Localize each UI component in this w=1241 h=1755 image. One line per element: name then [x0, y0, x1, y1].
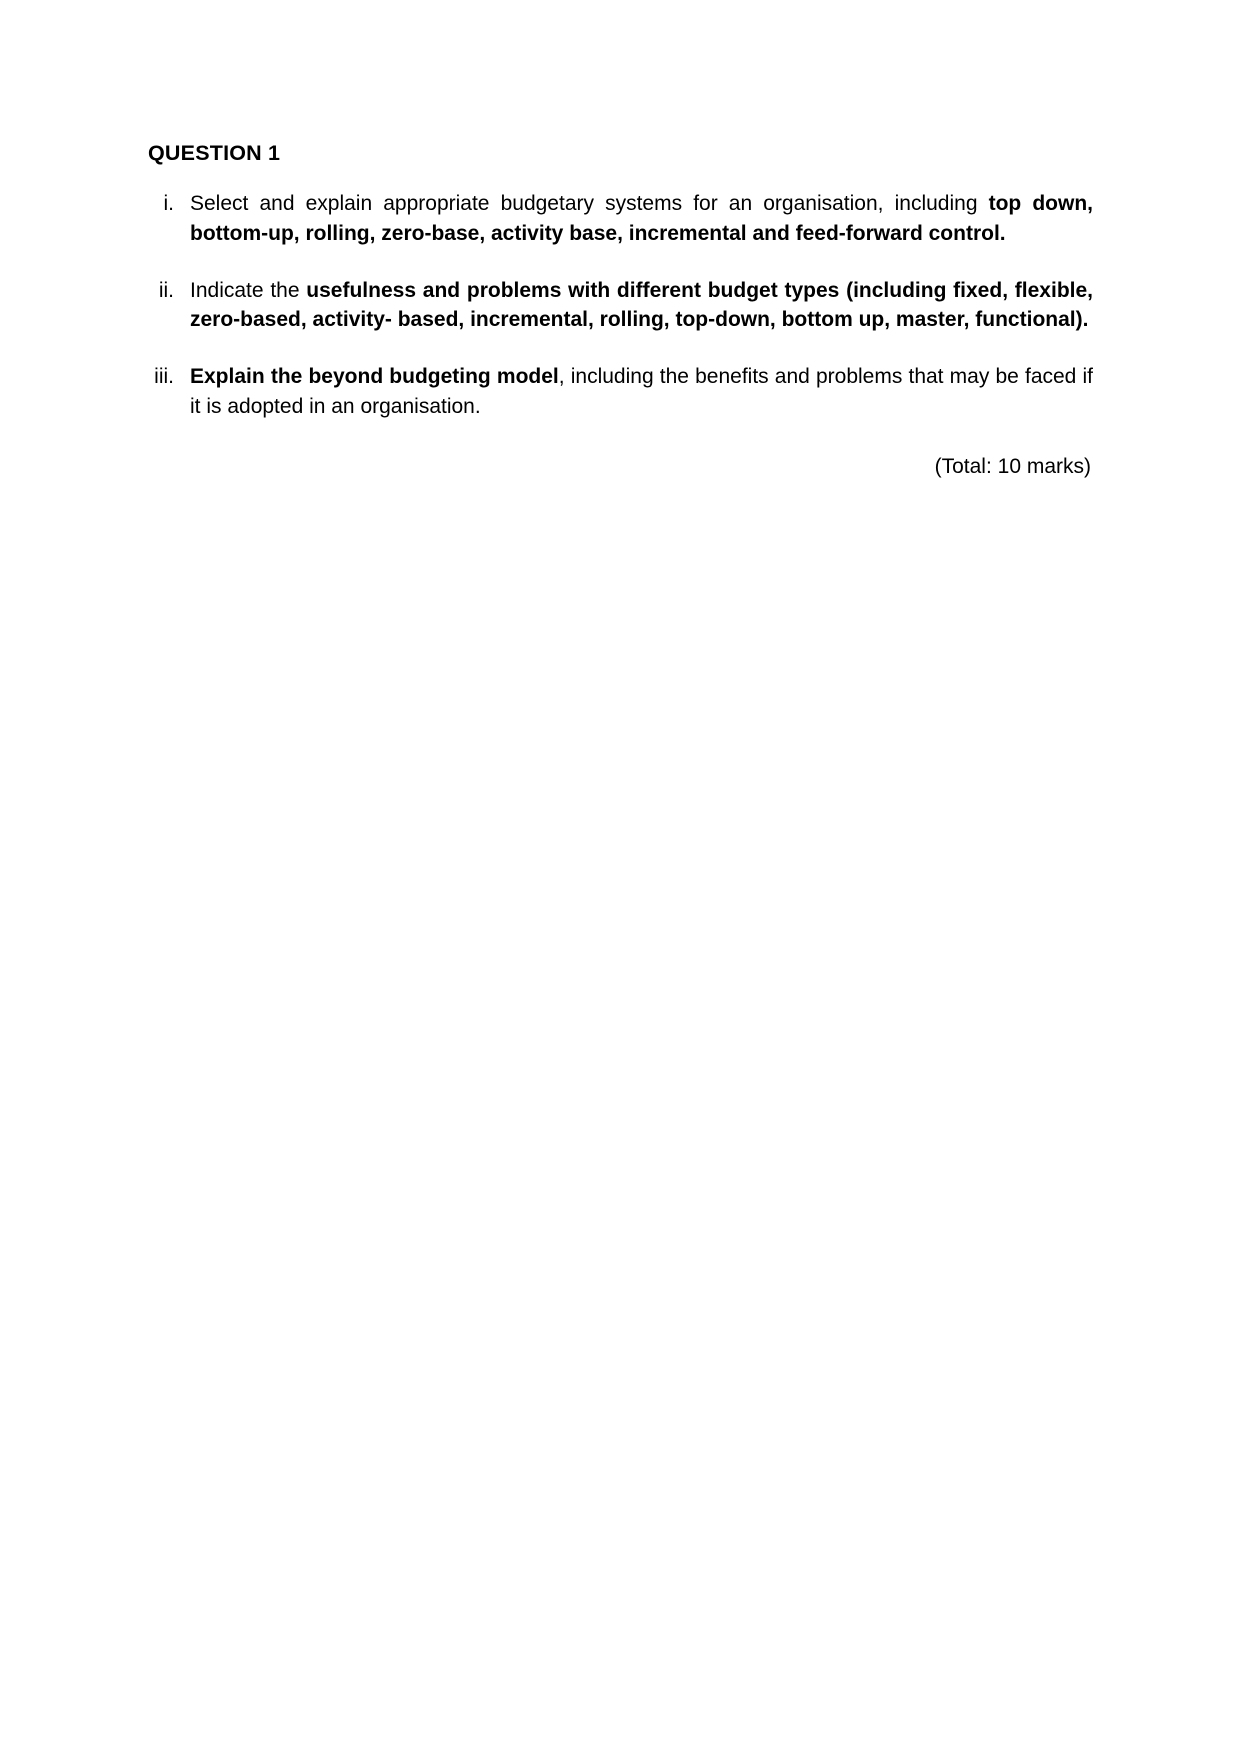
emphasis-text: top down, bottom-up, rolling, zero-base, activity base, incremental and feed-forward control. — [190, 191, 1093, 245]
list-item — [148, 276, 1093, 336]
list-item-text — [190, 189, 1093, 249]
list-item-text — [190, 276, 1093, 336]
list-item-text — [190, 362, 1093, 422]
emphasis-text: usefulness and problems with different budget types (including fixed, flexible, zero-based, activity- based, incremental, rolling, top-down, bottom up, master, functional). — [190, 278, 1093, 332]
total-marks: (Total: 10 marks) — [934, 454, 1091, 478]
emphasis-text: Explain the beyond budgeting model — [190, 365, 559, 389]
page-title: QUESTION 1 — [148, 141, 281, 165]
body-text: Select and explain appropriate budgetary systems for an organisation, including — [190, 191, 989, 215]
body-text: , including the benefits and problems that may be faced if it is adopted in an organisation. — [190, 365, 1093, 418]
question-parts-list — [148, 189, 1093, 422]
body-text: Indicate the — [190, 278, 307, 302]
list-item-marker: iii. — [154, 365, 174, 389]
list-item-marker: ii. — [158, 278, 174, 302]
list-item-marker: i. — [163, 191, 174, 215]
list-item — [148, 362, 1093, 422]
list-item — [148, 189, 1093, 249]
